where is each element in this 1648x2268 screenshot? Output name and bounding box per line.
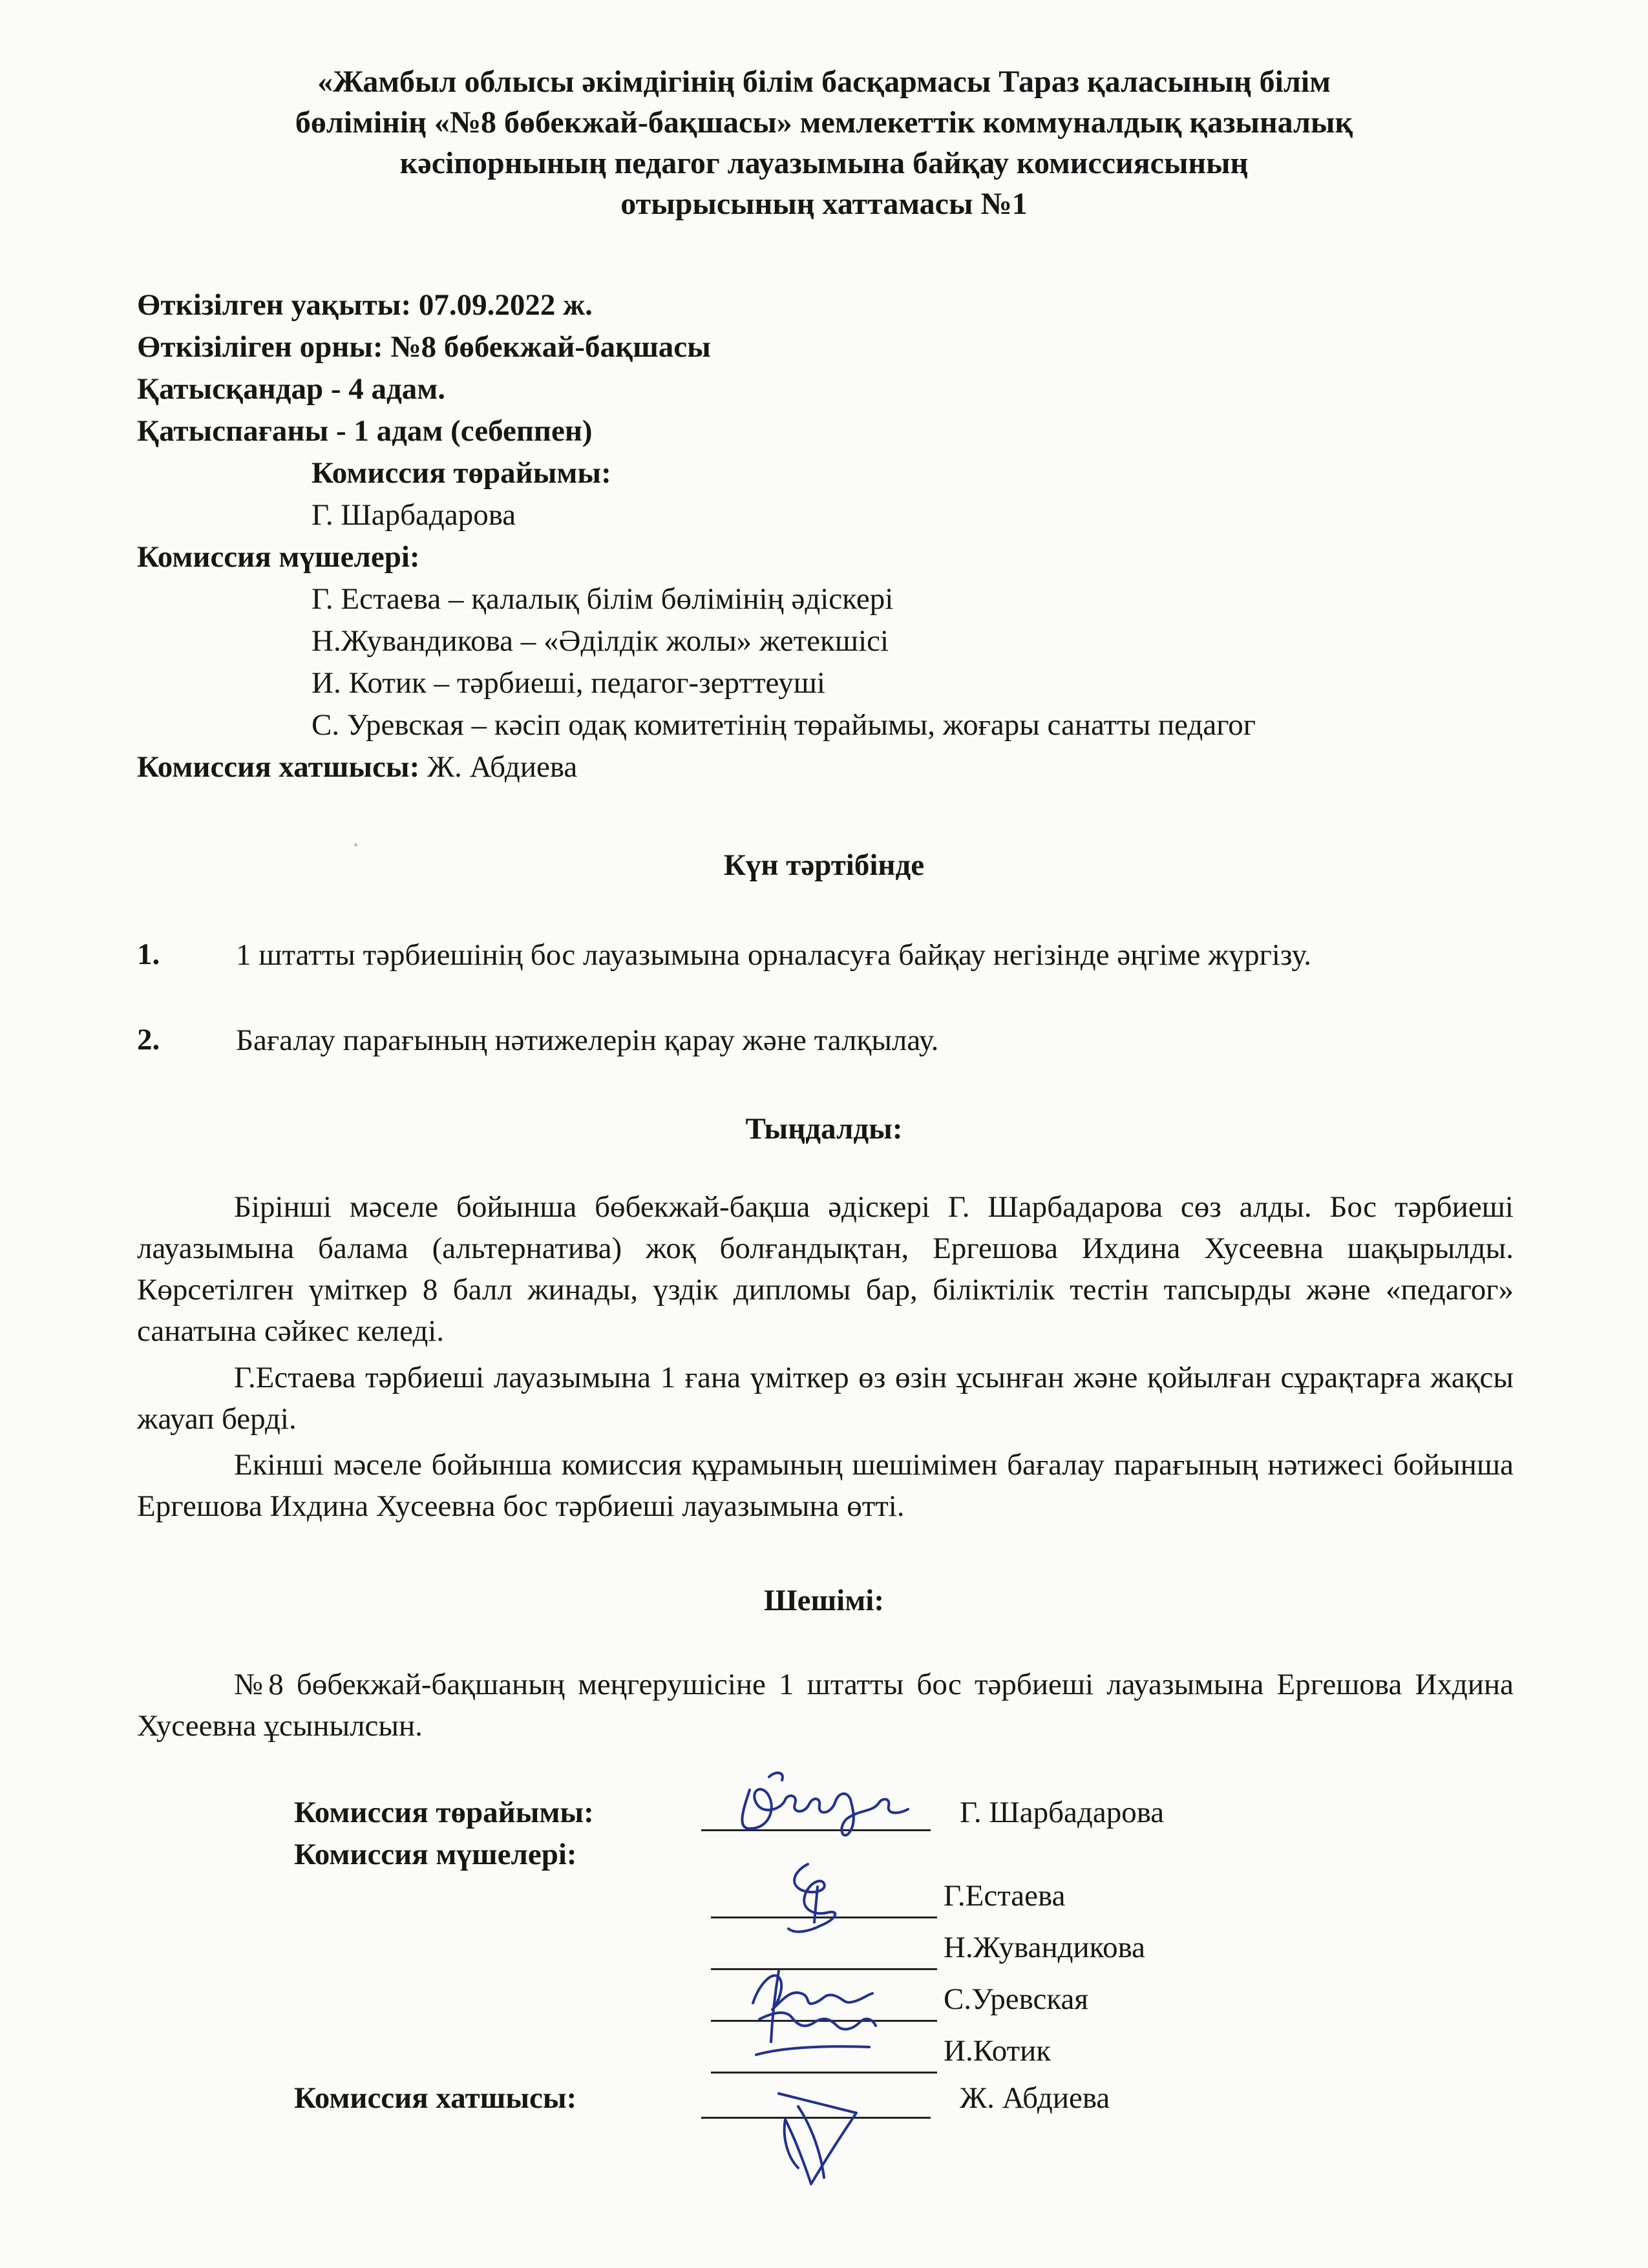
sign-member-name: Н.Жувандикова: [944, 1931, 1146, 1964]
member-item: Н.Жувандикова – «Әділдік жолы» жетекшісі: [312, 624, 889, 658]
signature-line: [711, 2072, 937, 2074]
sign-members-label: Комиссия мүшелері:: [294, 1838, 577, 1871]
chair-label: Комиссия төрайымы:: [312, 456, 611, 490]
secretary-name: Ж. Абдиева: [419, 750, 578, 784]
member-signature: [769, 1858, 866, 1942]
agenda-item-text: 1 штатты тәрбиешінің бос лауазымына орналасуға байқау негізінде әңгіме жүргізу.: [236, 938, 1312, 972]
member-item: И. Котик – тәрбиеші, педагог-зерттеуші: [312, 666, 825, 700]
chair-name: Г. Шарбадарова: [312, 498, 516, 532]
sign-member-name: Г.Естаева: [944, 1879, 1066, 1913]
member-item: С. Уревская – кәсіп одақ комитетінің төрайымы, жоғары санатты педагог: [312, 708, 1256, 742]
attendees-count: Қатысқандар - 4 адам.: [137, 372, 446, 406]
secretary-label: Комиссия хатшысы:: [137, 750, 420, 784]
meeting-date: Өткізілген уақыты: 07.09.2022 ж.: [137, 288, 593, 322]
secretary-signature: [759, 2087, 869, 2197]
title-line-1: «Жамбыл облысы әкімдігінің білім басқармасы Тараз қаласының білім: [317, 65, 1331, 99]
sign-secretary-label: Комиссия хатшысы:: [294, 2081, 577, 2115]
sign-member-name: И.Котик: [944, 2034, 1051, 2068]
agenda-item-number: 2.: [137, 1023, 160, 1056]
absent-count: Қатыспағаны - 1 адам (себеппен): [137, 414, 593, 448]
agenda-heading: Күн тәртібінде: [723, 848, 925, 882]
heard-heading: Тыңдалды:: [745, 1112, 903, 1146]
heard-paragraph-1: Бірінші мәселе бойынша бөбекжай-бақша әдіскері Г. Шарбадарова сөз алды. Бос тәрбиеші лауазымына балама (альтернатива) жоқ болғандықтан, Ергешова Ихдина Хусеевна шақырылды. Көрсетілген үміткер 8 балл жинады, үздік дипломы бар, біліктілік тестін тапсырды және «педагог» санатына сәйкес келеді.: [137, 1190, 1514, 1348]
sign-chair-label: Комиссия төрайымы:: [294, 1796, 594, 1829]
title-line-2: бөлімінің «№8 бөбекжай-бақшасы» мемлекеттік коммуналдық қазыналық: [295, 105, 1353, 140]
heard-paragraph-3: Екінші мәселе бойынша комиссия құрамының шешімімен бағалау парағының нәтижесі бойынша Ергешова Ихдина Хусеевна бос тәрбиеші лауазымына өтті.: [137, 1448, 1514, 1523]
secretary-line: [137, 748, 577, 786]
sign-member-name: С.Уревская: [944, 1982, 1088, 2016]
decision-text: №8 бөбекжай-бақшаның меңгерушісіне 1 штатты бос тәрбиеші лауазымына Ергешова Ихдина Хусеевна ұсынылсын.: [137, 1668, 1514, 1743]
member-signature: [740, 1958, 882, 2068]
agenda-item-text: Бағалау парағының нәтижелерін қарау және талқылау.: [236, 1024, 939, 1057]
sign-chair-name: Г. Шарбадарова: [960, 1796, 1165, 1829]
agenda-item-number: 1.: [137, 938, 160, 971]
title-line-3: кәсіпорнының педагог лауазымына байқау комиссиясының: [399, 146, 1249, 180]
heard-paragraph-2: Г.Естаева тәрбиеші лауазымына 1 ғана үміткер өз өзін ұсынған және қойылған сұрақтарға жақсы жауап берді.: [137, 1361, 1514, 1436]
decision-heading: Шешімі:: [764, 1584, 884, 1617]
member-item: Г. Естаева – қалалық білім бөлімінің әдіскері: [312, 582, 894, 616]
meeting-place: Өткізіліген орны: №8 бөбекжай-бақшасы: [137, 330, 711, 364]
chair-signature: [724, 1764, 931, 1848]
members-label: Комиссия мүшелері:: [137, 540, 420, 574]
title-line-4: отырысының хаттамасы №1: [620, 187, 1028, 221]
sign-secretary-name: Ж. Абдиева: [960, 2081, 1110, 2115]
document-title: [116, 61, 1532, 224]
